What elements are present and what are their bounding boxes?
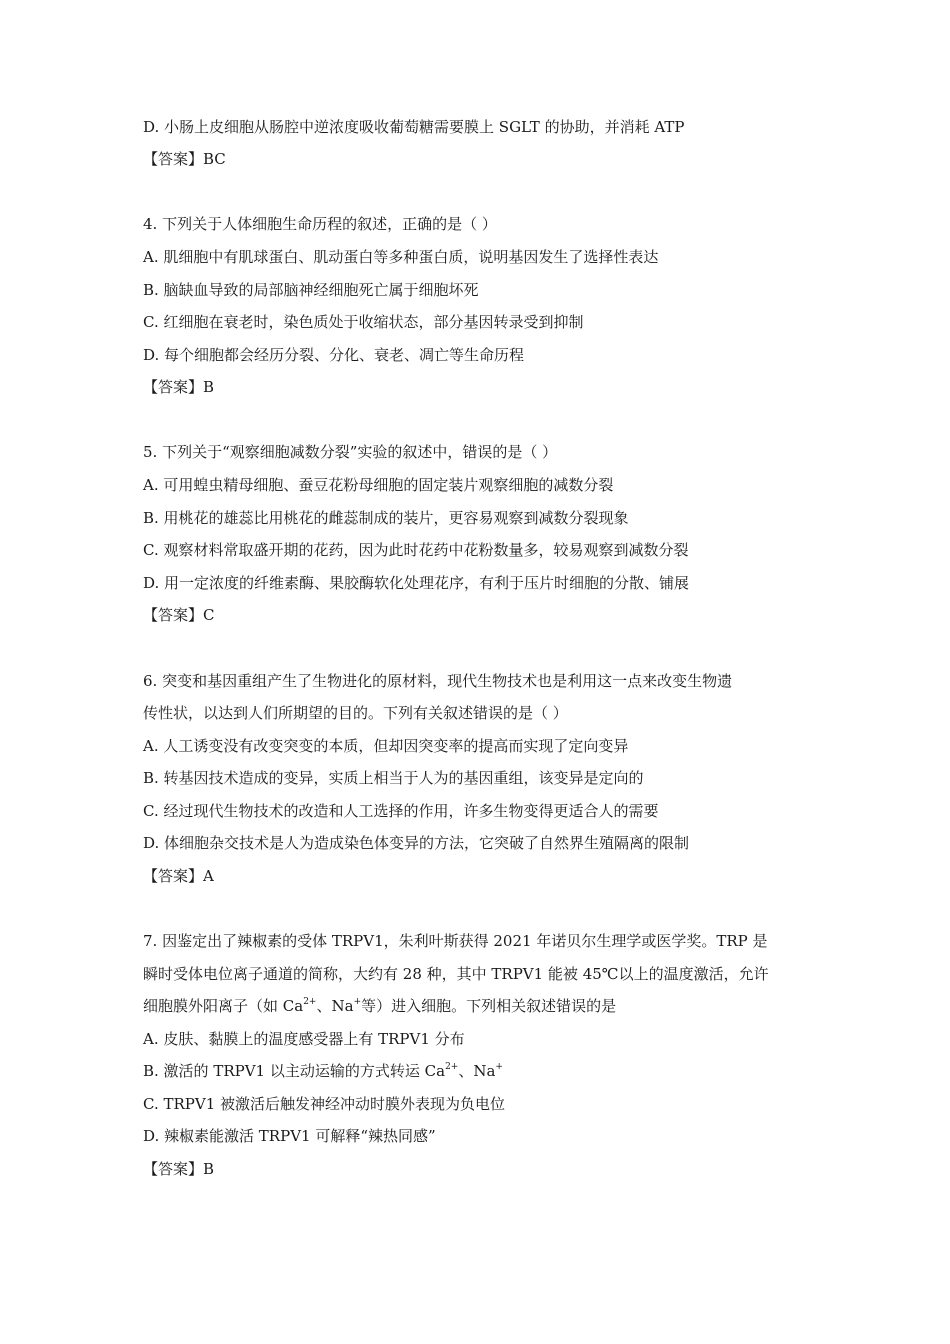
option-b-ca-charge: 2+	[445, 1062, 459, 1072]
q7-option-b-mid: 、Na	[458, 1062, 496, 1080]
q4-option-a: A. 肌细胞中有肌球蛋白、肌动蛋白等多种蛋白质，说明基因发生了选择性表达	[143, 248, 659, 266]
q5-option-a: A. 可用蝗虫精母细胞、蚕豆花粉母细胞的固定装片观察细胞的减数分裂	[143, 476, 614, 494]
q3-answer: 【答案】BC	[143, 150, 226, 168]
q6-option-a: A. 人工诱变没有改变突变的本质，但却因突变率的提高而实现了定向变异	[143, 737, 629, 755]
q4-answer: 【答案】B	[143, 378, 215, 396]
q4-option-c: C. 红细胞在衰老时，染色质处于收缩状态，部分基因转录受到抑制	[143, 313, 584, 331]
q6-option-c: C. 经过现代生物技术的改造和人工选择的作用，许多生物变得更适合人的需要	[143, 802, 659, 820]
q7-stem-line3-post: 等）进入细胞。下列相关叙述错误的是	[361, 997, 617, 1015]
q5-option-c: C. 观察材料常取盛开期的花药，因为此时花药中花粉数量多，较易观察到减数分裂	[143, 541, 689, 559]
q7-option-a: A. 皮肤、黏膜上的温度感受器上有 TRPV1 分布	[143, 1030, 465, 1048]
q7-answer: 【答案】B	[143, 1160, 215, 1178]
q7-option-d: D. 辣椒素能激活 TRPV1 可解释“辣热同感”	[143, 1127, 436, 1145]
q5-stem: 5. 下列关于“观察细胞减数分裂”实验的叙述中，错误的是（ ）	[143, 443, 558, 461]
q7-stem-line3	[143, 996, 616, 1016]
q4-option-d: D. 每个细胞都会经历分裂、分化、衰老、凋亡等生命历程	[143, 346, 525, 364]
q7-option-c: C. TRPV1 被激活后触发神经冲动时膜外表现为负电位	[143, 1095, 506, 1113]
q7-option-b	[143, 1061, 503, 1081]
q6-answer: 【答案】A	[143, 867, 214, 885]
q5-option-d: D. 用一定浓度的纤维素酶、果胶酶软化处理花序，有利于压片时细胞的分散、铺展	[143, 574, 690, 592]
q7-stem-line3-pre: 细胞膜外阳离子（如 Ca	[143, 997, 304, 1015]
q4-option-b: B. 脑缺血导致的局部脑神经细胞死亡属于细胞坏死	[143, 281, 479, 299]
q5-option-b: B. 用桃花的雄蕊比用桃花的雌蕊制成的装片，更容易观察到减数分裂现象	[143, 509, 629, 527]
q7-option-b-pre: B. 激活的 TRPV1 以主动运输的方式转运 Ca	[143, 1062, 446, 1080]
q3-option-d: D. 小肠上皮细胞从肠腔中逆浓度吸收葡萄糖需要膜上 SGLT 的协助，并消耗 ATP	[143, 118, 685, 136]
na-charge: +	[353, 997, 362, 1007]
q6-option-d: D. 体细胞杂交技术是人为造成染色体变异的方法，它突破了自然界生殖隔离的限制	[143, 834, 690, 852]
q7-stem-line3-mid: 、Na	[316, 997, 354, 1015]
q7-stem-line2: 瞬时受体电位离子通道的简称，大约有 28 种，其中 TRPV1 能被 45℃以上的温度激活，允许	[143, 965, 769, 983]
q6-stem-line2: 传性状，以达到人们所期望的目的。下列有关叙述错误的是（ ）	[143, 704, 568, 722]
q4-stem: 4. 下列关于人体细胞生命历程的叙述，正确的是（ ）	[143, 215, 497, 233]
q6-option-b: B. 转基因技术造成的变异，实质上相当于人为的基因重组，该变异是定向的	[143, 769, 644, 787]
ca-charge: 2+	[303, 997, 317, 1007]
option-b-na-charge: +	[495, 1062, 503, 1072]
q5-answer: 【答案】C	[143, 606, 215, 624]
q6-stem-line1: 6. 突变和基因重组产生了生物进化的原材料，现代生物技术也是利用这一点来改变生物遗	[143, 672, 733, 690]
q7-stem-line1: 7. 因鉴定出了辣椒素的受体 TRPV1，朱利叶斯获得 2021 年诺贝尔生理学或医学奖。TRP 是	[143, 932, 768, 950]
